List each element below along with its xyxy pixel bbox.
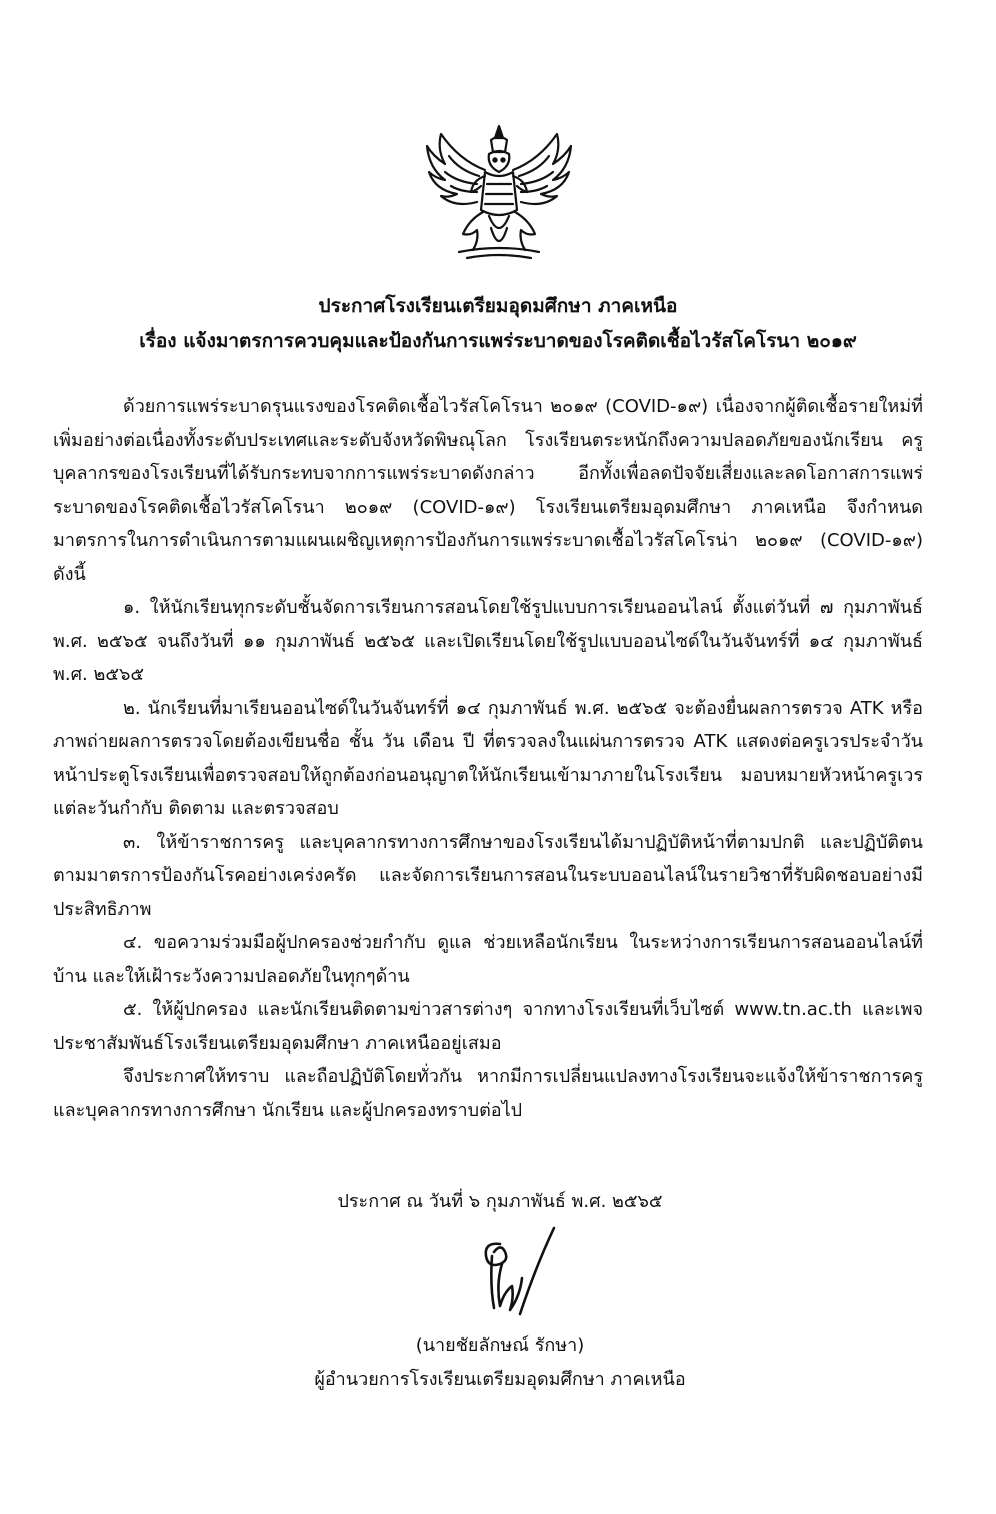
announcement-body — [53, 390, 923, 1127]
handwritten-signature-icon — [470, 1226, 560, 1316]
measure-item-4: ๔. ขอความร่วมมือผู้ปกครองช่วยกำกับ ดูแล ช่วยเหลือนักเรียน ในระหว่างการเรียนการสอนออนไลน์ที่บ้าน และให้เฝ้าระวังความปลอดภัยในทุกๆด้าน — [53, 932, 923, 987]
measure-item-5: ๕. ให้ผู้ปกครอง และนักเรียนติดตามข่าวสารต่างๆ จากทางโรงเรียนที่เว็บไซต์ www.tn.ac.th และเพจประชาสัมพันธ์โรงเรียนเตรียมอุดมศึกษา ภาคเหนืออยู่เสมอ — [53, 999, 923, 1054]
intro-paragraph: ด้วยการแพร่ระบาดรุนแรงของโรคติดเชื้อไวรัสโคโรนา ๒๐๑๙ (COVID-๑๙) เนื่องจากผู้ติดเชื้อรายใหม่ที่เพิ่มอย่างต่อเนื่องทั้งระดับประเทศและระดับจังหวัดพิษณุโลก โรงเรียนตระหนักถึงความปลอดภัยของนักเรียน ครู บุคลากรของโรงเรียนที่ได้รับกระทบจากการแพร่ระบาดดังกล่าว อีกทั้งเพื่อลดปัจจัยเสี่ยงและลดโอกาสการแพร่ระบาดของโรคติดเชื้อไวรัสโคโรนา ๒๐๑๙ (COVID-๑๙) โรงเรียนเตรียมอุดมศึกษา ภาคเหนือ จึงกำหนดมาตรการในการดำเนินการตามแผนเผชิญเหตุการป้องกันการแพร่ระบาดเชื้อไวรัสโคโรน่า ๒๐๑๙ (COVID-๑๙) ดังนี้ — [53, 396, 923, 585]
measure-item-1: ๑. ให้นักเรียนทุกระดับชั้นจัดการเรียนการสอนโดยใช้รูปแบบการเรียนออนไลน์ ตั้งแต่วันที่ ๗ กุมภาพันธ์ พ.ศ. ๒๕๖๕ จนถึงวันที่ ๑๑ กุมภาพันธ์ ๒๕๖๕ และเปิดเรียนโดยใช้รูปแบบออนไซด์ในวันจันทร์ที่ ๑๔ กุมภาพันธ์ พ.ศ. ๒๕๖๕ — [53, 597, 923, 685]
closing-paragraph: จึงประกาศให้ทราบ และถือปฏิบัติโดยทั่วกัน หากมีการเปลี่ยนแปลงทางโรงเรียนจะแจ้งให้ข้าราชการครูและบุคลากรทางการศึกษา นักเรียน และผู้ปกครองทราบต่อไป — [53, 1066, 923, 1121]
measure-item-2: ๒. นักเรียนที่มาเรียนออนไซด์ในวันจันทร์ที่ ๑๔ กุมภาพันธ์ พ.ศ. ๒๕๖๕ จะต้องยื่นผลการตรวจ ATK หรือภาพถ่ายผลการตรวจโดยต้องเขียนชื่อ ชั้น วัน เดือน ปี ที่ตรวจลงในแผ่นการตรวจ ATK แสดงต่อครูเวรประจำวันหน้าประตูโรงเรียนเพื่อตรวจสอบให้ถูกต้องก่อนอนุญาตให้นักเรียนเข้ามาภายในโรงเรียน มอบหมายหัวหน้าครูเวรแต่ละวันกำกับ ติดตาม และตรวจสอบ — [53, 697, 923, 819]
measure-item-3: ๓. ให้ข้าราชการครู และบุคลากรทางการศึกษาของโรงเรียนได้มาปฏิบัติหน้าที่ตามปกติ และปฏิบัติตนตามมาตรการป้องกันโรคอย่างเคร่งครัด และจัดการเรียนการสอนในระบบออนไลน์ในรายวิชาที่รับผิดชอบอย่างมีประสิทธิภาพ — [53, 831, 923, 920]
garuda-emblem-icon — [419, 120, 579, 265]
signer-name: (นายชัยลักษณ์ รักษา) — [415, 1335, 585, 1356]
announcement-subject: เรื่อง แจ้งมาตรการควบคุมและป้องกันการแพร่ระบาดของโรคติดเชื้อไวรัสโคโรนา ๒๐๑๙ — [139, 330, 857, 352]
signer-position: ผู้อำนวยการโรงเรียนเตรียมอุดมศึกษา ภาคเหนือ — [314, 1369, 686, 1390]
announcement-date: ประกาศ ณ วันที่ ๖ กุมภาพันธ์ พ.ศ. ๒๕๖๕ — [337, 1191, 663, 1212]
announcement-title: ประกาศโรงเรียนเตรียมอุดมศึกษา ภาคเหนือ — [318, 295, 678, 317]
